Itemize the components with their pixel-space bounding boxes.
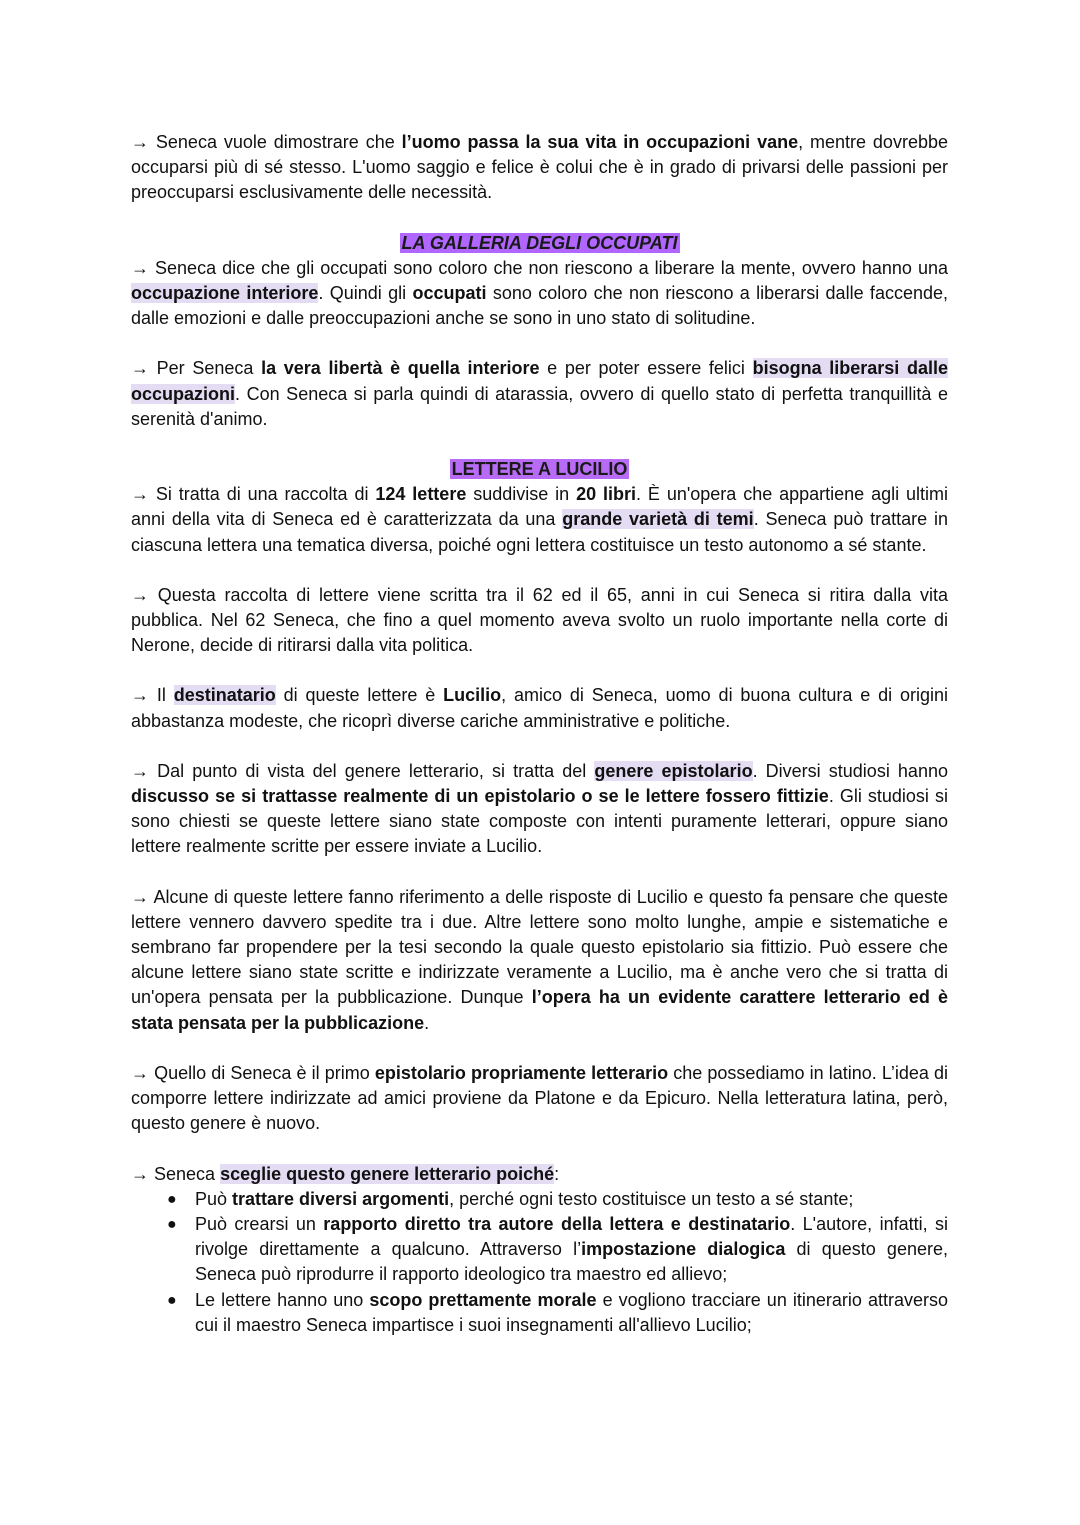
bold-phrase: l’uomo passa la sua vita in occupazioni vane (401, 132, 799, 152)
paragraph-risposte: → Alcune di queste lettere fanno riferimento a delle risposte di Lucilio e questo fa pensare che queste lettere vennero davvero spedite tra i due. Altre lettere sono molto lunghe, ampie e sistematiche e sembrano far propendere per la tesi secondo la quale questo epistolario sia fittizio. Può essere che alcune lettere siano state scritte e indirizzate veramente a Lucilio, ma è anche vero che si tratta di un'opera pensata per la pubblicazione. Dunque l’opera ha un evidente carattere letterario ed è stata pensata per la pubblicazione. (131, 886, 948, 1033)
bullet-dot-icon: ● (167, 1291, 177, 1309)
paragraph-scelta: → Seneca sceglie questo genere letterario poiché: (131, 1163, 560, 1184)
list-item: ● Può crearsi un rapporto diretto tra autore della lettera e destinatario. L'autore, infatti, si rivolge direttamente a qualcuno. Attraverso l’impostazione dialogica di questo genere, Seneca può riprodurre il rapporto ideologico tra maestro ed allievo; (167, 1213, 949, 1285)
highlight-phrase: sceglie questo genere letterario poiché (220, 1163, 555, 1184)
bold-phrase: rapporto diretto tra autore della lettera e destinatario (323, 1213, 791, 1234)
highlight-phrase: destinatario (173, 685, 276, 706)
bold-phrase: impostazione dialogica (581, 1239, 786, 1260)
list-item: ● Può trattare diversi argomenti, perché ogni testo costituisce un testo a sé stante; (131, 1187, 948, 1212)
bold-phrase: la vera libertà è quella interiore (261, 358, 540, 379)
paragraph-destinatario: → Il destinatario di queste lettere è Lucilio, amico di Seneca, uomo di buona cultura e di origini abbastanza modeste, che ricoprì diverse cariche amministrative e politiche. (131, 685, 948, 731)
bold-phrase: discusso se si trattasse realmente di un epistolario o se le lettere fossero fittizie (131, 786, 829, 807)
highlight-phrase: occupazione interiore (131, 283, 319, 304)
paragraph-datazione: → Questa raccolta di lettere viene scritta tra il 62 ed il 65, anni in cui Seneca si ritira dalla vita pubblica. Nel 62 Seneca, che fino a quel momento aveva svolto un ruolo importante nella corte di Nerone, decide di ritirarsi dalla vita politica. (131, 584, 948, 656)
section-heading-lettere (131, 457, 948, 482)
highlight-phrase: grande varietà di temi (562, 509, 754, 530)
paragraph-raccolta: → Si tratta di una raccolta di 124 lettere suddivise in 20 libri. È un'opera che appartiene agli ultimi anni della vita di Seneca ed è caratterizzata da una grande varietà di temi. Seneca può trattare in ciascuna lettera una tematica diversa, poiché ogni lettera costituisce un testo autonomo a sé stante. (131, 484, 949, 555)
paragraph-occupazioni-vane: → Seneca vuole dimostrare che l’uomo passa la sua vita in occupazioni vane, mentre dovrebbe occuparsi più di sé stesso. L'uomo saggio e felice è colui che è in grado di privarsi delle passioni per preoccuparsi esclusivamente delle necessità. (131, 132, 948, 203)
paragraph-occupati: → Seneca dice che gli occupati sono coloro che non riescono a liberare la mente, ovvero hanno una occupazione interiore. Quindi gli occupati sono coloro che non riescono a liberarsi dalle faccende, dalle emozioni e dalle preoccupazioni anche se sono in uno stato di solitudine. (131, 257, 948, 329)
section-heading-galleria (131, 231, 948, 256)
paragraph-liberta: → Per Seneca la vera libertà è quella interiore e per poter essere felici bisogna liberarsi dalle occupazioni. Con Seneca si parla quindi di atarassia, ovvero di quello stato di perfetta tranquillità e serenità d'animo. (131, 358, 948, 429)
bold-phrase: 20 libri (576, 484, 637, 505)
bold-phrase: l’opera ha un evidente carattere letterario ed è stata pensata per la pubblicazione (131, 987, 948, 1033)
reasons-list (131, 1187, 948, 1338)
document-page (131, 130, 948, 1338)
highlight-phrase: genere epistolario (594, 760, 753, 781)
paragraph-primo-epistolario: → Quello di Seneca è il primo epistolario propriamente letterario che possediamo in latino. L’idea di comporre lettere indirizzate ad amici proviene da Platone e da Epicuro. Nella letteratura latina, però, questo genere è nuovo. (131, 1062, 949, 1134)
bold-phrase: Lucilio (443, 685, 502, 706)
heading-label: LETTERE A LUCILIO (451, 459, 628, 480)
bold-phrase: epistolario propriamente letterario (374, 1062, 669, 1083)
list-item: ● Le lettere hanno uno scopo prettamente morale e vogliono tracciare un itinerario attraverso cui il maestro Seneca impartisce i suoi insegnamenti all'allievo Lucilio; (167, 1289, 948, 1335)
bold-phrase: 124 lettere (375, 484, 467, 505)
bold-phrase: trattare diversi argomenti (232, 1188, 450, 1209)
heading-label: LA GALLERIA DEGLI OCCUPATI (401, 232, 678, 253)
bold-phrase: scopo prettamente morale (369, 1289, 597, 1310)
highlight-phrase: bisogna liberarsi dalle occupazioni (131, 358, 948, 404)
paragraph-genere: → Dal punto di vista del genere letterario, si tratta del genere epistolario. Diversi studiosi hanno discusso se si trattasse realmente di un epistolario o se le lettere fossero fittizie. Gli studiosi si sono chiesti se queste lettere siano state composte con intenti puramente letterari, oppure siano lettere realmente scritte per essere inviate a Lucilio. (131, 760, 948, 857)
bullet-dot-icon: ● (167, 1190, 177, 1208)
bold-phrase: occupati (412, 283, 487, 304)
bullet-dot-icon: ● (167, 1215, 177, 1233)
